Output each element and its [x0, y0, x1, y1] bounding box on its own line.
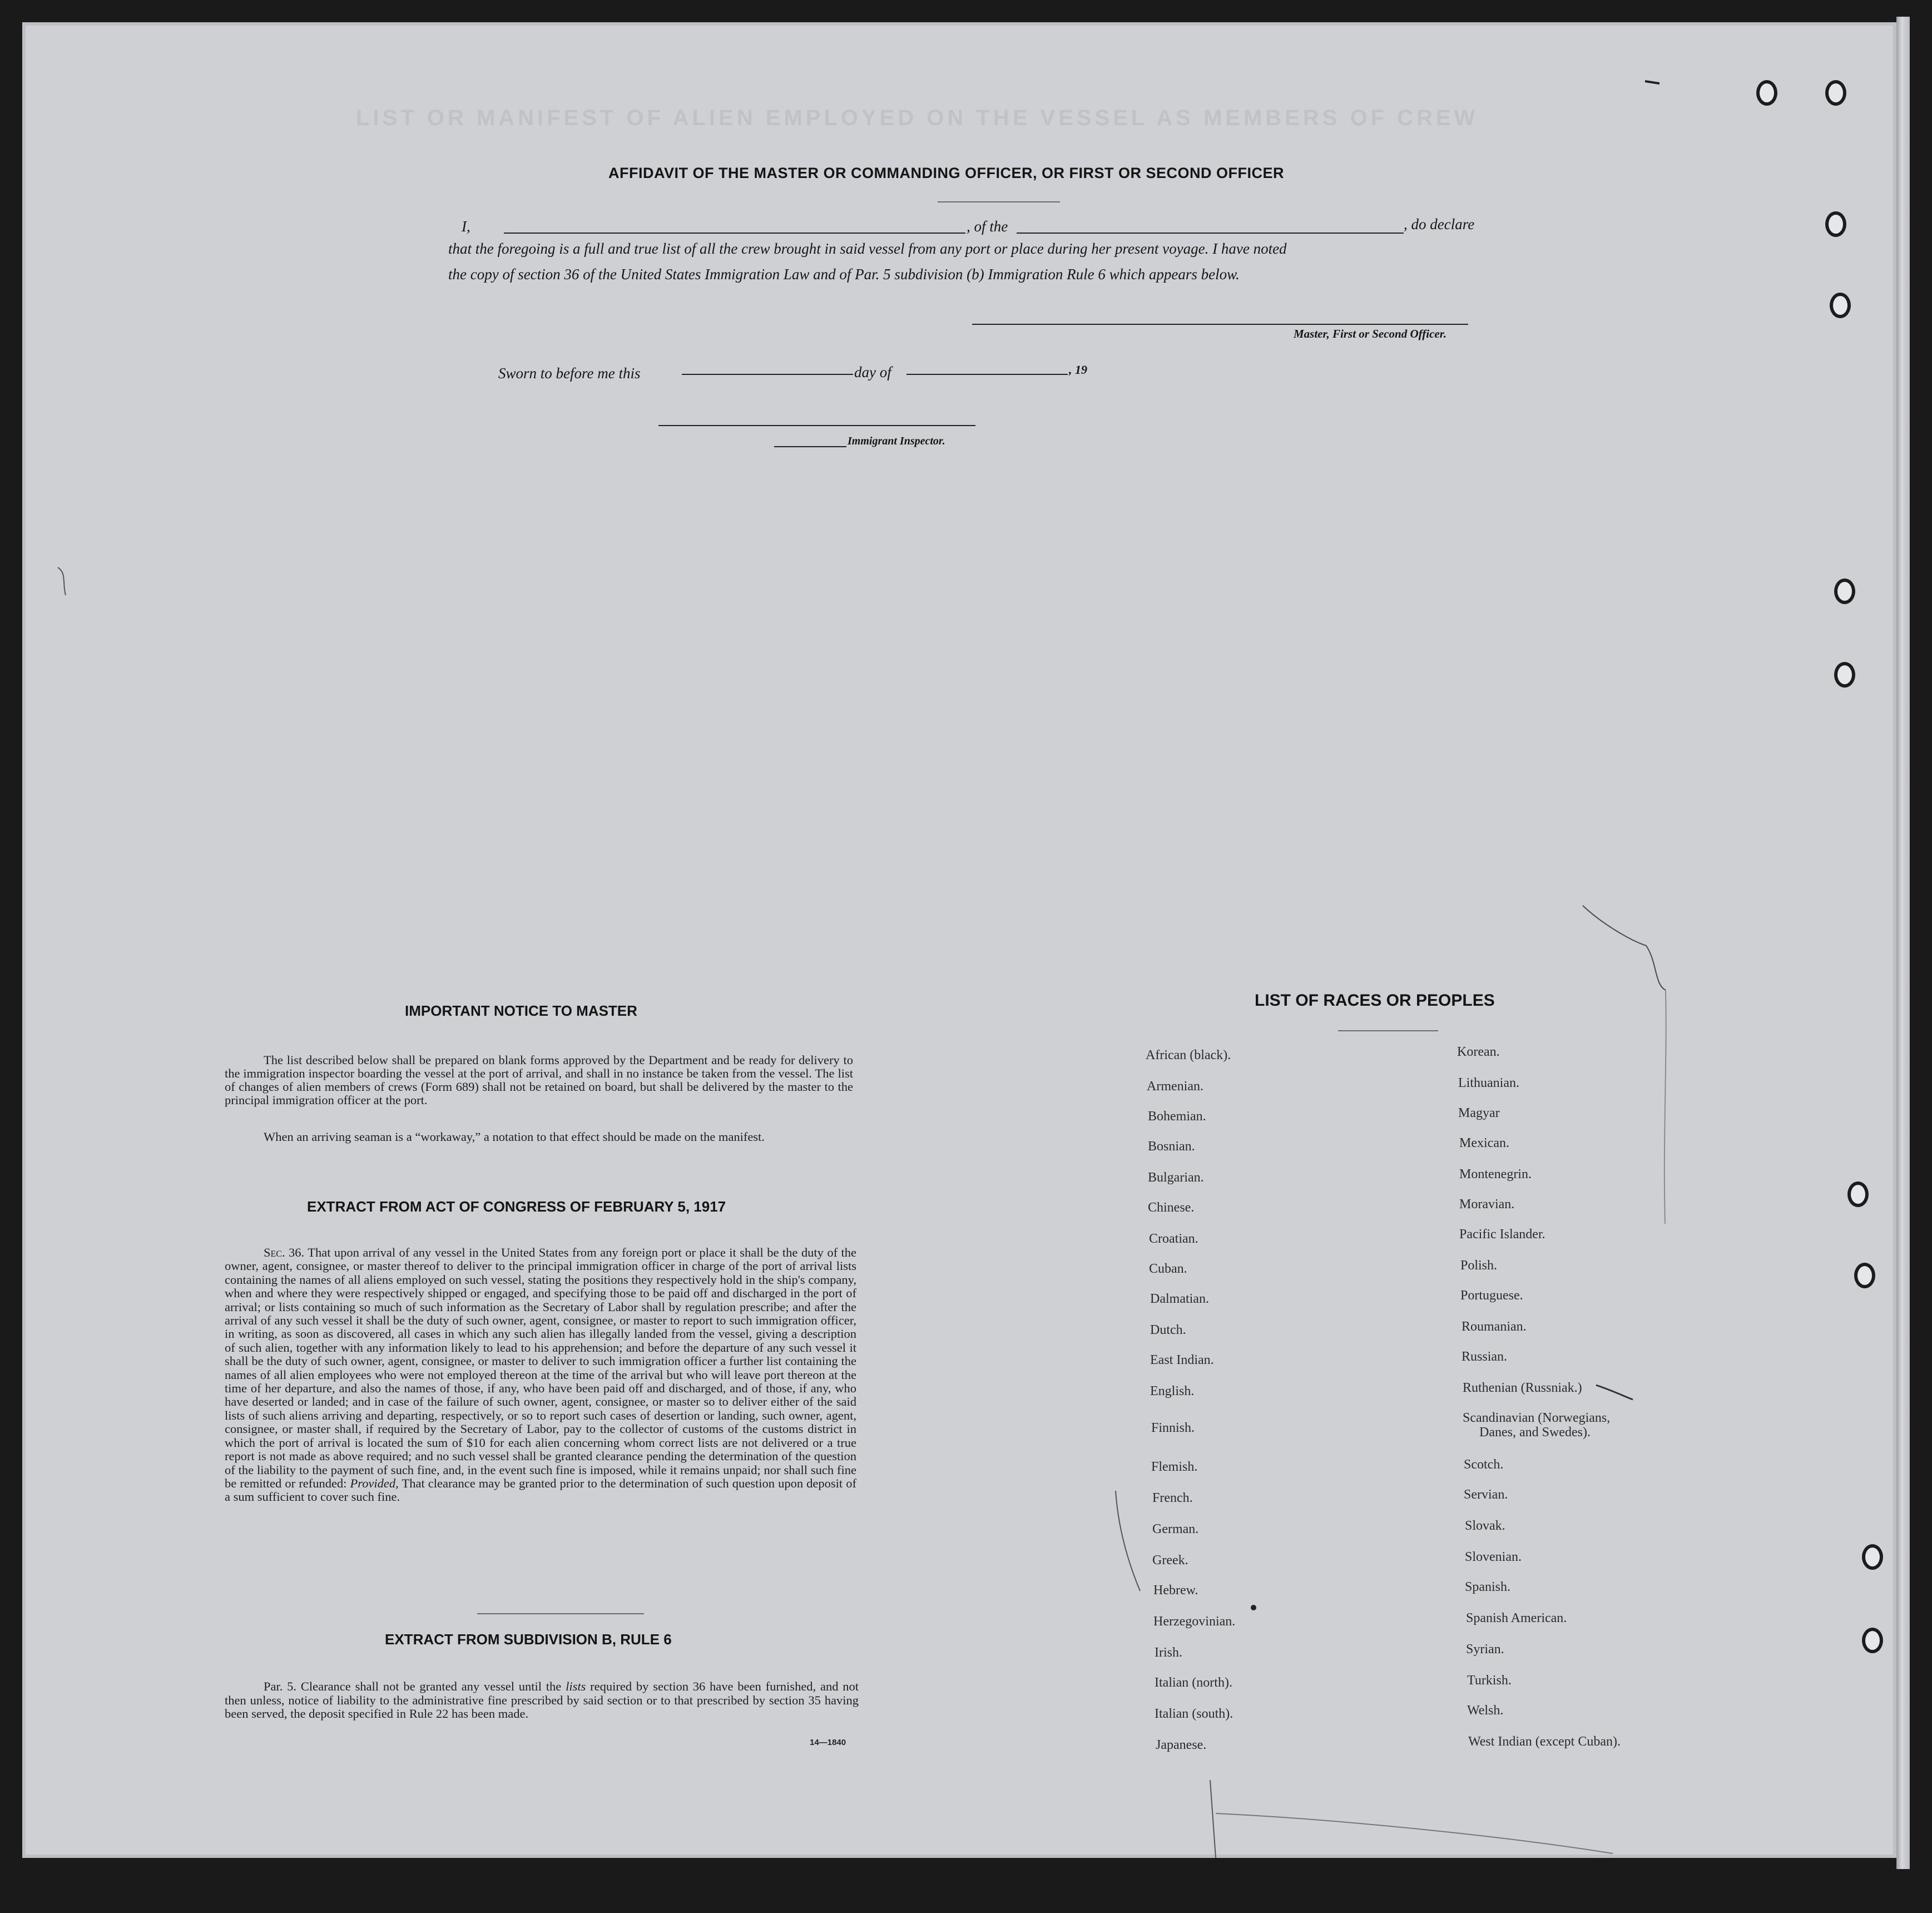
- race-left-item: Chinese.: [1148, 1200, 1195, 1215]
- race-right-item: Portuguese.: [1460, 1288, 1523, 1303]
- lists-word: lists: [566, 1679, 586, 1693]
- inspector-caption: Immigrant Inspector.: [848, 435, 945, 447]
- race-left-item: Bohemian.: [1148, 1109, 1206, 1124]
- race-right-item: West Indian (except Cuban).: [1468, 1734, 1621, 1749]
- rule-text: Par. 5. Clearance shall not be granted any vessel until the: [264, 1679, 562, 1693]
- race-right-item: Scotch.: [1464, 1457, 1504, 1472]
- race-left-item: Dutch.: [1150, 1323, 1186, 1337]
- race-left-item: Cuban.: [1149, 1262, 1187, 1276]
- race-left-item: East Indian.: [1150, 1353, 1214, 1367]
- race-right-item: Danes, and Swedes).: [1479, 1425, 1591, 1440]
- affidavit-of-the-label: , of the: [967, 218, 1008, 235]
- race-left-item: African (black).: [1146, 1048, 1231, 1062]
- race-right-item: Slovak.: [1465, 1519, 1505, 1533]
- race-right-item: Spanish American.: [1466, 1611, 1567, 1625]
- race-right-item: Welsh.: [1467, 1703, 1504, 1718]
- section-label: Sec. 36.: [264, 1245, 305, 1259]
- race-right-item: Ruthenian (Russniak.): [1463, 1381, 1582, 1395]
- race-left-item: German.: [1152, 1522, 1199, 1536]
- extract-act-title: EXTRACT FROM ACT OF CONGRESS OF FEBRUARY 5, 1917: [307, 1198, 726, 1215]
- race-right-item: Scandinavian (Norwegians,: [1463, 1411, 1611, 1425]
- race-left-item: Flemish.: [1151, 1460, 1198, 1474]
- race-right-item: Syrian.: [1466, 1642, 1504, 1657]
- section-text-end: That clearance may be granted prior to the determination of such question upon deposit of a sum sufficient to cover such fine.: [225, 1476, 856, 1504]
- race-right-item: Russian.: [1462, 1350, 1508, 1364]
- race-right-item: Slovenian.: [1465, 1550, 1522, 1564]
- notice-paragraph-1: The list described below shall be prepared on blank forms approved by the Department and be ready for delivery to the immigration inspector boarding the vessel at the port of arrival, and shall in no instance be taken from the vessel. The list of changes of alien members of crews (Form 689) shall not be retained on board, but shall be delivered by the master to the principal immigration officer at the port.: [225, 1053, 853, 1107]
- race-left-item: Finnish.: [1151, 1421, 1195, 1435]
- race-left-item: Armenian.: [1147, 1079, 1203, 1094]
- race-right-item: Polish.: [1460, 1258, 1498, 1273]
- sworn-label: Sworn to before me this: [498, 365, 641, 382]
- race-right-item: Spanish.: [1465, 1580, 1511, 1594]
- bleed-through-heading: LIST OR MANIFEST OF ALIEN EMPLOYED ON THE VESSEL AS MEMBERS OF CREW: [356, 106, 1479, 130]
- race-right-item: Moravian.: [1459, 1197, 1515, 1212]
- master-signature-caption: Master, First or Second Officer.: [1294, 327, 1446, 340]
- races-title: LIST OF RACES OR PEOPLES: [1255, 991, 1495, 1010]
- race-left-item: Italian (south).: [1155, 1707, 1233, 1721]
- race-left-item: Japanese.: [1156, 1738, 1207, 1752]
- day-of-label: day of: [854, 364, 891, 380]
- race-right-item: Korean.: [1457, 1045, 1500, 1059]
- race-right-item: Turkish.: [1467, 1673, 1512, 1688]
- affidavit-line-3: the copy of section 36 of the United States Immigration Law and of Par. 5 subdivision (b) Immigration Rule 6 which appears below.: [448, 266, 1240, 283]
- rule-text-end: required by section 36 have been furnished, and not then unless, notice of liability to the administrative fine prescribed by said section or to that prescribed by section 35 having been served, the deposit specified in Rule 22 has been made.: [225, 1679, 859, 1721]
- race-left-item: Bosnian.: [1148, 1139, 1195, 1154]
- race-right-item: Magyar: [1458, 1106, 1500, 1120]
- race-left-item: Dalmatian.: [1150, 1292, 1209, 1306]
- race-right-item: Lithuanian.: [1458, 1076, 1519, 1090]
- race-left-item: Herzegovinian.: [1153, 1614, 1236, 1629]
- race-right-item: Montenegrin.: [1459, 1167, 1532, 1182]
- section-text: That upon arrival of any vessel in the United States from any foreign port or place it shall be the duty of the owner, agent, consignee, or master thereof to deliver to the principal immigration officer in charge of the port of arrival lists containing the names of all aliens employed on such vessel, stating the positions they respectively hold in the ship's company, when and where they were respectively shipped or engaged, and specifying those to be paid off and discharged in the port of arrival; or lists containing so much of such information as the Secretary of Labor shall by regulation prescribe; and after the arrival of any such vessel it shall be the duty of such owner, agent, consignee, or master to report to such immigration officer, in writing, as soon as discovered, all cases in which any such alien has illegally landed from the vessel, giving a description of such alien, together with any information likely to lead to his apprehension; and before the departure of any such vessel it shall be the duty of such owner, agent, consignee, or master to deliver to such immigration officer a further list containing the names of all alien employees who were not employed thereon at the time of the arrival but who will leave port thereon at the time of her departure, and also the names of those, if any, who have been paid off and discharged, and of those, if any, who have deserted or landed; and in case of the failure of such owner, agent, consignee, or master so to deliver either of the said lists of such aliens arriving and departing, respectively, or so to report such cases of desertion or landing, such owner, agent, consignee, or master shall, if required by the Secretary of Labor, pay to the collector of customs of the customs district in which the port of arrival is located the sum of $10 for each alien concerning whom correct lists are not delivered or a true report is not made as above required; and no such vessel shall be granted clearance pending the determination of the question of the liability to the payment of such fine, and, in the event such fine is imposed, while it remains unpaid; nor shall such fine be remitted or refunded:: [225, 1245, 857, 1490]
- race-left-item: Bulgarian.: [1148, 1170, 1204, 1185]
- race-left-item: Croatian.: [1149, 1232, 1198, 1246]
- race-right-item: Roumanian.: [1462, 1319, 1527, 1334]
- affidavit-i-label: I,: [462, 218, 470, 235]
- year-label: , 19: [1069, 363, 1087, 377]
- affidavit-title: AFFIDAVIT OF THE MASTER OR COMMANDING OFFICER, OR FIRST OR SECOND OFFICER: [608, 165, 1284, 181]
- race-left-item: Greek.: [1152, 1553, 1188, 1568]
- notice-paragraph-2: When an arriving seaman is a “workaway,” a notation to that effect should be made on the manifest.: [264, 1130, 765, 1144]
- provided-word: Provided,: [350, 1476, 399, 1490]
- race-right-item: Mexican.: [1459, 1136, 1509, 1150]
- notice-title: IMPORTANT NOTICE TO MASTER: [405, 1002, 637, 1019]
- extract-rule-title: EXTRACT FROM SUBDIVISION B, RULE 6: [385, 1631, 672, 1648]
- race-left-item: Irish.: [1155, 1645, 1182, 1660]
- race-right-item: Pacific Islander.: [1459, 1227, 1545, 1242]
- affidavit-line-2: that the foregoing is a full and true list of all the crew brought in said vessel from any port or place during her present voyage. I have noted: [448, 240, 1287, 257]
- race-left-item: French.: [1152, 1491, 1193, 1505]
- affidavit-declare-label: , do declare: [1404, 216, 1475, 233]
- race-left-item: Hebrew.: [1153, 1583, 1198, 1598]
- form-number: 14—1840: [810, 1738, 846, 1747]
- race-right-item: Servian.: [1464, 1487, 1508, 1502]
- race-left-item: Italian (north).: [1155, 1675, 1232, 1690]
- race-left-item: English.: [1150, 1384, 1195, 1398]
